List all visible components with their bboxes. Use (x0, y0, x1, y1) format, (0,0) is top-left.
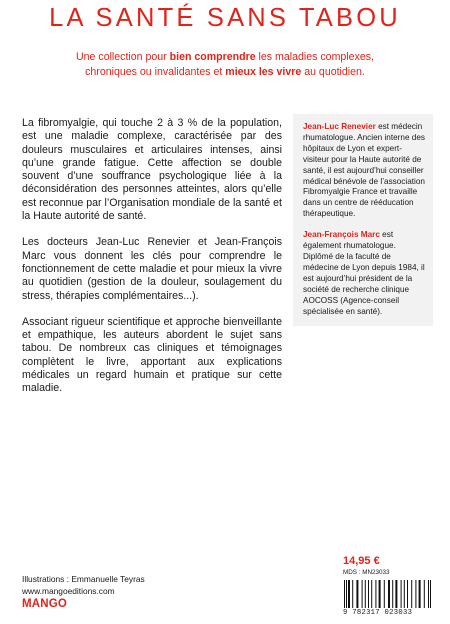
paragraph-intro: La fibromyalgie, qui touche 2 à 3 % de la population, est une maladie complexe, caractérisée par des douleurs musculaires et articulaires intenses, ainsi qu’une grande fatigue. Cette affection se double souvent d’une souffrance psychologique liée à la déconsidération des personnes atteintes, alors qu’elle est reconnue par l’Organisation mondiale de la santé et la Haute autorité de santé. (22, 117, 282, 223)
tagline-emphasis: mieux les vivre (225, 65, 302, 78)
author-bio (303, 122, 425, 220)
tagline-part: chroniques ou invalidantes et (85, 65, 226, 78)
paragraph-approach: Associant rigueur scientifique et approche bienveillante et empathique, les auteurs abordent le sujet sans tabou. De nombreux cas cliniques et témoignages complètent le livre, apportant aux explications médicales un regard humain et pratique sur cette maladie. (22, 315, 282, 395)
price-barcode-block (343, 555, 435, 617)
series-title: LA SANTÉ SANS TABOU (49, 4, 401, 32)
price: 14,95 € (343, 555, 380, 567)
author-name: Jean-François Marc (303, 230, 380, 240)
tagline-part: les maladies complexes, (255, 51, 374, 63)
illustrations-credit: Illustrations : Emmanuelle Teyras (22, 574, 145, 584)
barcode-icon (343, 580, 433, 608)
author-name: Jean-Luc Renevier (303, 122, 376, 131)
isbn-number: 9 782317 023033 (343, 609, 413, 617)
author-description: est également rhumatologue. Diplômé de la faculté de médecine de Lyon depuis 1984, il est aujourd’hui président de la société de recherche clinique AOCOSS (Agence-conseil spécialisée en santé). (303, 230, 425, 316)
publisher-logo: MANGO (22, 598, 68, 610)
tagline-part: au quotidien. (301, 65, 365, 78)
author-bio (303, 230, 425, 317)
author-description: est médecin rhumatologue. Ancien interne des hôpitaux de Lyon et expert-visiteur pour la Haute autorité de santé, il est aujourd’hui conseiller médical bénévole de l’association Fibromyalgie France et travaille dans un centre de rééducation thérapeutique. (303, 122, 425, 219)
paragraph-authors: Les docteurs Jean-Luc Renevier et Jean-François Marc vous donnent les clés pour comprendre le fonctionnement de cette maladie et pour mieux la vivre au quotidien (gestion de la douleur, soulagement du stress, thérapies complémentaires...). (22, 236, 282, 302)
tagline-emphasis: bien comprendre (169, 51, 256, 63)
collection-tagline (40, 50, 410, 79)
credits (22, 573, 262, 611)
authors-panel (293, 114, 433, 326)
back-cover-text (22, 117, 282, 409)
website-link[interactable]: www.mangoeditions.com (22, 586, 115, 596)
mds-code: MDS : MN23033 (343, 569, 390, 576)
tagline-part: Une collection pour (76, 51, 170, 63)
